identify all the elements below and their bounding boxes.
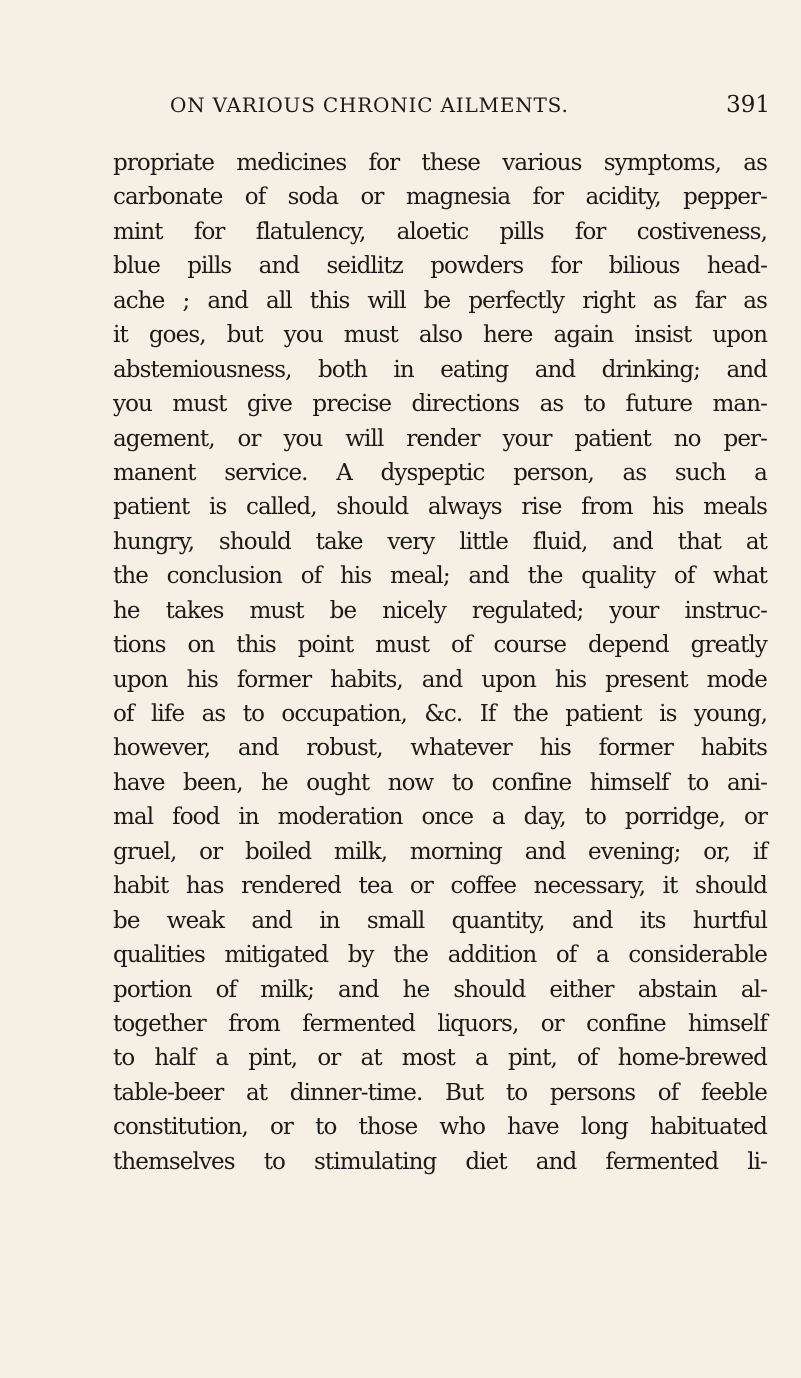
- text-line: mal food in moderation once a day, to porridge, or: [113, 804, 767, 831]
- text-line: blue pills and seidlitz powders for bilious head-: [113, 253, 767, 280]
- text-line: habit has rendered tea or coffee necessary, it should: [113, 873, 767, 900]
- text-line: carbonate of soda or magnesia for acidity, pepper-: [113, 184, 767, 211]
- text-line: gruel, or boiled milk, morning and evening; or, if: [113, 838, 767, 865]
- text-line: propriate medicines for these various symptoms, as: [113, 150, 767, 176]
- text-line: agement, or you will render your patient no per-: [113, 425, 767, 452]
- text-line: table-beer at dinner-time. But to persons of feeble: [113, 1079, 767, 1106]
- text-line: upon his former habits, and upon his present mode: [113, 666, 767, 693]
- text-line: qualities mitigated by the addition of a considerable: [113, 942, 767, 969]
- text-line: you must give precise directions as to future man-: [113, 391, 767, 418]
- text-line: mint for flatulency, aloetic pills for costiveness,: [113, 218, 767, 245]
- text-line: to half a pint, or at most a pint, of home-brewed: [113, 1045, 767, 1072]
- page-number: 391: [726, 92, 770, 118]
- body-text: [113, 146, 767, 1179]
- text-line: however, and robust, whatever his former habits: [113, 735, 767, 762]
- text-line: the conclusion of his meal; and the quality of what: [113, 563, 767, 590]
- running-head: [170, 88, 770, 122]
- text-line: together from fermented liquors, or confine himself: [113, 1010, 767, 1037]
- text-line: it goes, but you must also here again insist upon: [113, 322, 767, 349]
- text-line: manent service. A dyspeptic person, as such a: [113, 459, 767, 486]
- text-line: patient is called, should always rise from his meals: [113, 494, 767, 521]
- text-line: be weak and in small quantity, and its hurtful: [113, 907, 767, 934]
- text-line: of life as to occupation, &c. If the patient is young,: [113, 701, 767, 727]
- text-line: abstemiousness, both in eating and drinking; and: [113, 356, 767, 383]
- text-line: have been, he ought now to confine himself to ani-: [113, 769, 767, 796]
- text-line: he takes must be nicely regulated; your instruc-: [113, 597, 767, 624]
- text-line: constitution, or to those who have long habituated: [113, 1114, 767, 1141]
- text-line: tions on this point must of course depend greatly: [113, 632, 767, 659]
- text-line: ache ; and all this will be perfectly right as far as: [113, 287, 767, 314]
- text-line: hungry, should take very little fluid, and that at: [113, 528, 767, 555]
- text-line: portion of milk; and he should either abstain al-: [113, 976, 767, 1003]
- text-line: themselves to stimulating diet and fermented li-: [113, 1148, 767, 1175]
- running-title: ON VARIOUS CHRONIC AILMENTS.: [170, 93, 569, 117]
